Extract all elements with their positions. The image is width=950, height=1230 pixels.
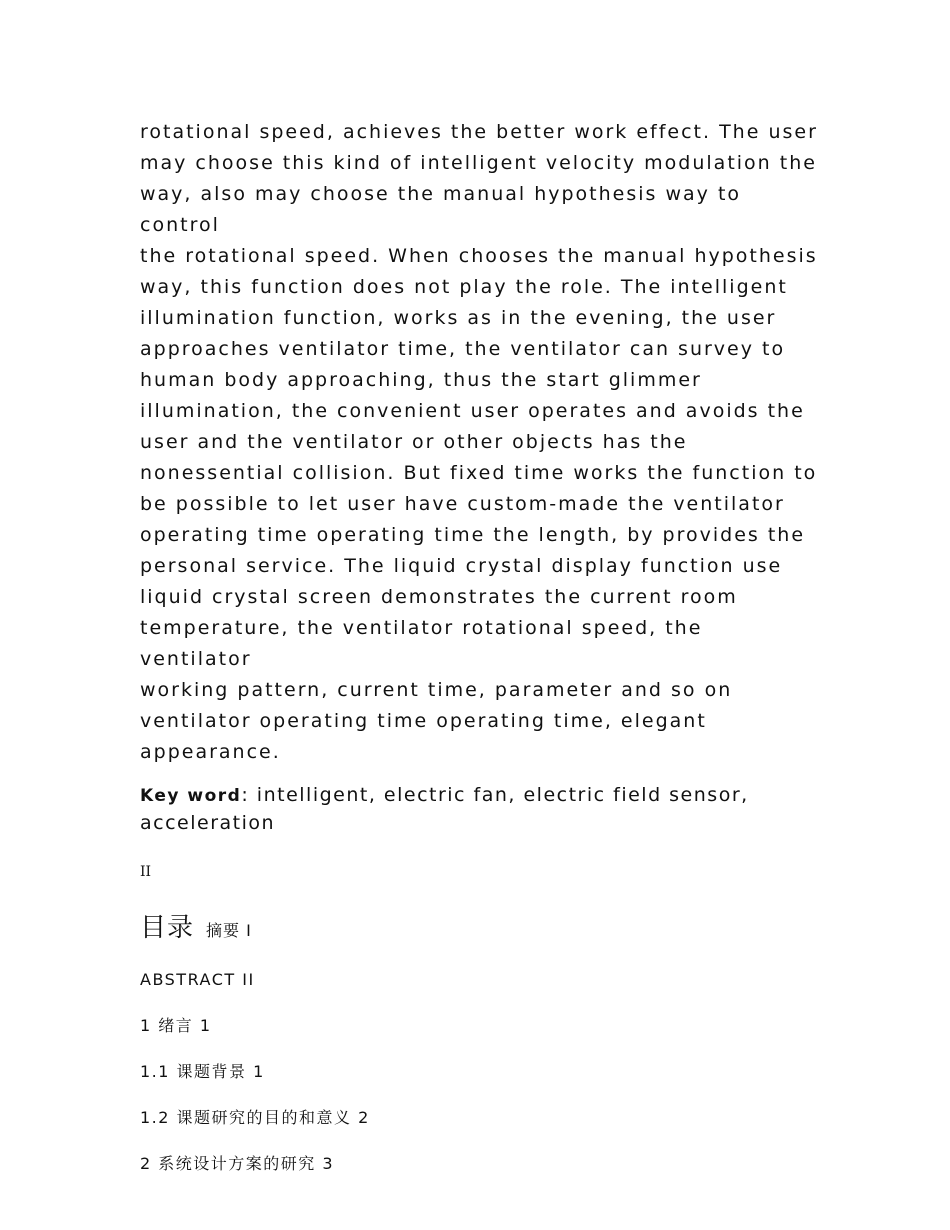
toc-entry: 1 绪言 1 <box>140 1016 212 1035</box>
toc-entry: ABSTRACT II <box>140 970 255 989</box>
page-number: II <box>140 864 152 880</box>
toc-list <box>140 969 820 1175</box>
abstract-body-text: rotational speed, achieves the better work effect. The user may choose this kind of intelligent velocity modulation the way, also may choose the manual hypothesis way to control the rotational speed. When chooses the manual hypothesis way, this function does not play the role. The intelligent illumination function, works as in the evening, the user approaches ventilator time, the ventilator can survey to human body approaching, thus the start glimmer illumination, the convenient user operates and avoids the user and the ventilator or other objects has the nonessential collision. But fixed time works the function to be possible to let user have custom-made the ventilator operating time operating time the length, by provides the personal service. The liquid crystal display function use liquid crystal screen demonstrates the current room temperature, the ventilator rotational speed, the ventilator working pattern, current time, parameter and so on ventilator operating time operating time, elegant appearance. <box>140 121 818 763</box>
toc-entry: 1.1 课题背景 1 <box>140 1062 265 1081</box>
toc-entry: 2 系统设计方案的研究 3 <box>140 1154 335 1173</box>
keywords-text: intelligent, electric fan, electric field sensor, acceleration <box>140 784 749 834</box>
keywords-label: Key word <box>140 786 242 806</box>
keywords-line <box>140 782 820 837</box>
document-page <box>140 117 820 1199</box>
toc-entry: 1.2 课题研究的目的和意义 2 <box>140 1108 370 1127</box>
toc-title: 目录 <box>140 913 195 943</box>
keywords-separator: : <box>241 784 257 806</box>
toc-entry-abstract-cn: 摘要 I <box>206 921 252 940</box>
toc-heading <box>140 911 820 945</box>
